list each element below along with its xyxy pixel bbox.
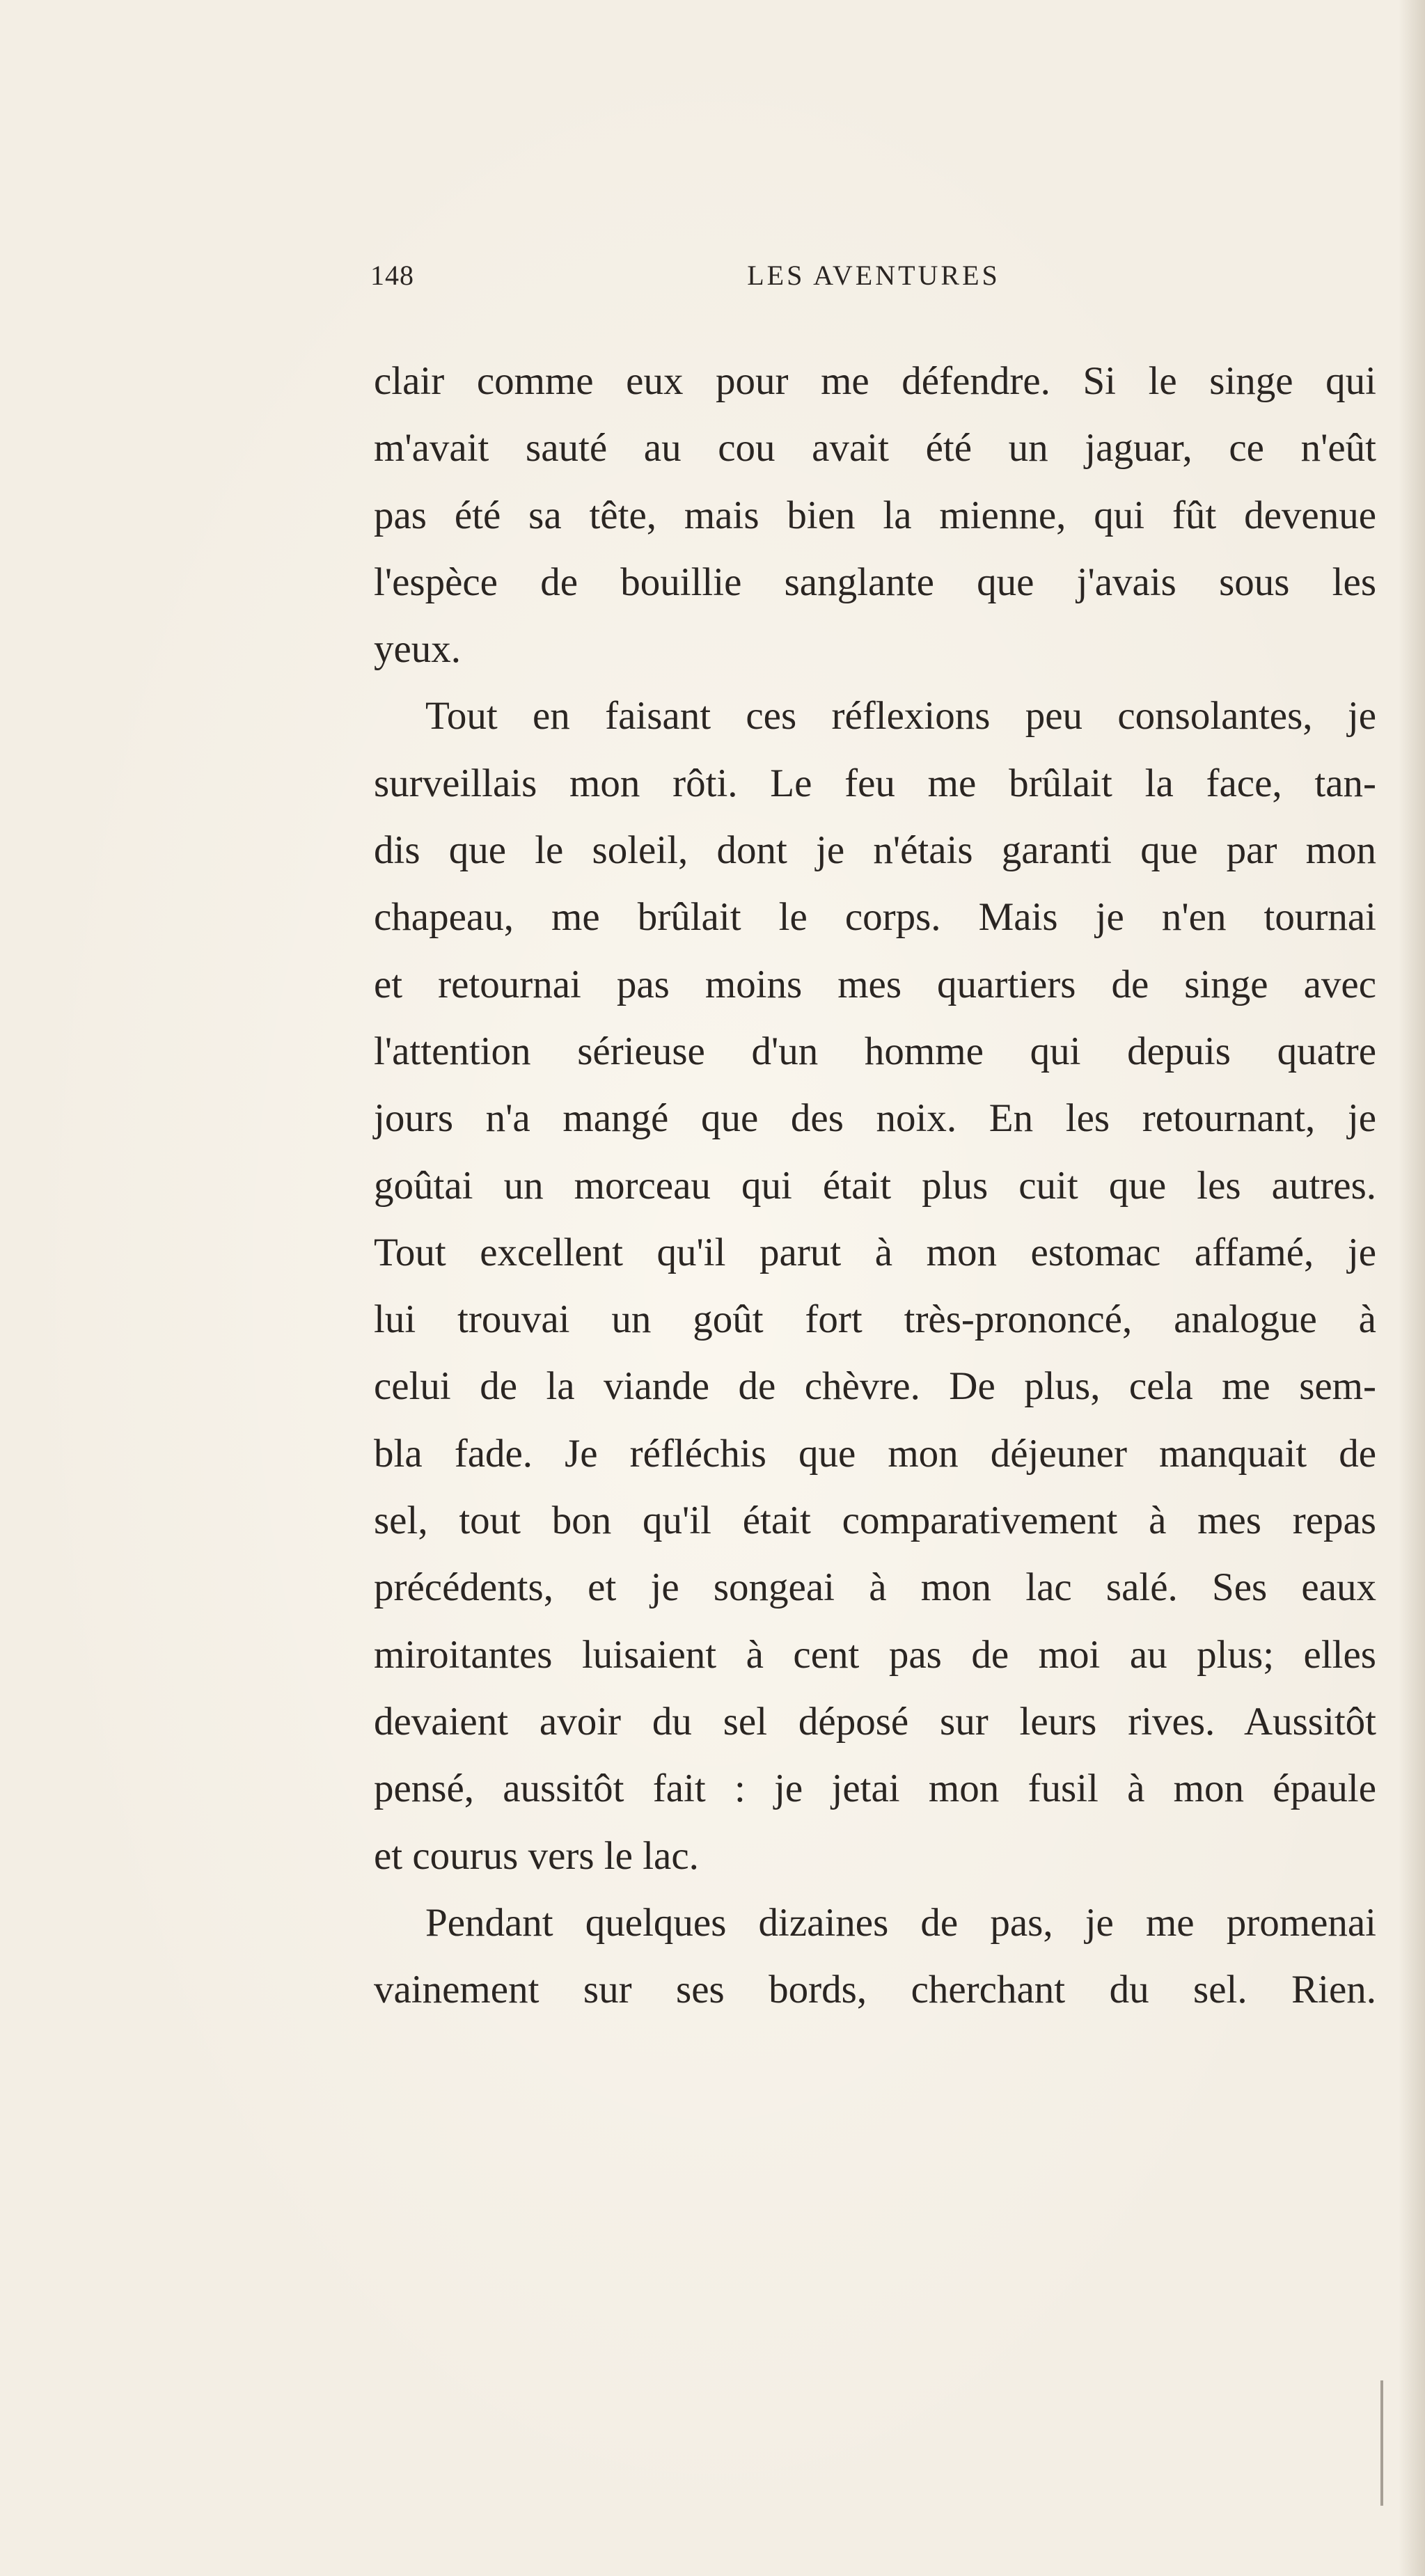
body-text: [374, 348, 1376, 2023]
text-line: surveillais mon rôti. Le feu me brûlait la face, tan-: [374, 761, 1376, 805]
text-line: Tout en faisant ces réflexions peu consolantes, je: [425, 694, 1376, 738]
text-line: lui trouvai un goût fort très-prononcé, analogue à: [374, 1297, 1376, 1342]
text-line: yeux.: [374, 627, 462, 672]
text-line: sel, tout bon qu'il était comparativement à mes repas: [374, 1499, 1376, 1543]
text-line: m'avait sauté au cou avait été un jaguar, ce n'eût: [374, 426, 1376, 471]
text-line: précédents, et je songeai à mon lac salé. Ses eaux: [374, 1565, 1376, 1610]
text-line: l'espèce de bouillie sanglante que j'avais sous les: [374, 560, 1376, 604]
text-line: l'attention sérieuse d'un homme qui depuis quatre: [374, 1029, 1376, 1073]
text-line: miroitantes luisaient à cent pas de moi au plus; elles: [374, 1632, 1376, 1677]
text-line: celui de la viande de chèvre. De plus, cela me sem-: [374, 1364, 1376, 1409]
page-header: [370, 259, 1390, 301]
page-edge-mark: [1380, 2380, 1383, 2506]
text-line: Tout excellent qu'il parut à mon estomac affamé, je: [374, 1230, 1376, 1274]
text-line: devaient avoir du sel déposé sur leurs rives. Aussitôt: [374, 1699, 1376, 1744]
text-line: pensé, aussitôt fait : je jetai mon fusil à mon épaule: [374, 1767, 1376, 1811]
text-line: clair comme eux pour me défendre. Si le singe qui: [374, 359, 1376, 403]
text-line: chapeau, me brûlait le corps. Mais je n'en tournai: [374, 895, 1376, 940]
text-line: et retournai pas moins mes quartiers de singe avec: [374, 962, 1376, 1006]
text-line: bla fade. Je réfléchis que mon déjeuner manquait de: [374, 1431, 1376, 1476]
text-line: et courus vers le lac.: [374, 1833, 699, 1878]
text-line: vainement sur ses bords, cherchant du sel. Rien.: [374, 1968, 1376, 2012]
page-number: 148: [370, 260, 414, 291]
running-title: LES AVENTURES: [747, 260, 1000, 291]
text-line: Pendant quelques dizaines de pas, je me promenai: [425, 1900, 1376, 1945]
text-line: dis que le soleil, dont je n'étais garanti que par mon: [374, 828, 1376, 873]
text-line: jours n'a mangé que des noix. En les retournant, je: [374, 1096, 1376, 1141]
text-line: pas été sa tête, mais bien la mienne, qui fût devenue: [374, 493, 1376, 537]
page-edge-shadow: [1399, 0, 1425, 2576]
text-line: goûtai un morceau qui était plus cuit que les autres.: [374, 1163, 1376, 1208]
